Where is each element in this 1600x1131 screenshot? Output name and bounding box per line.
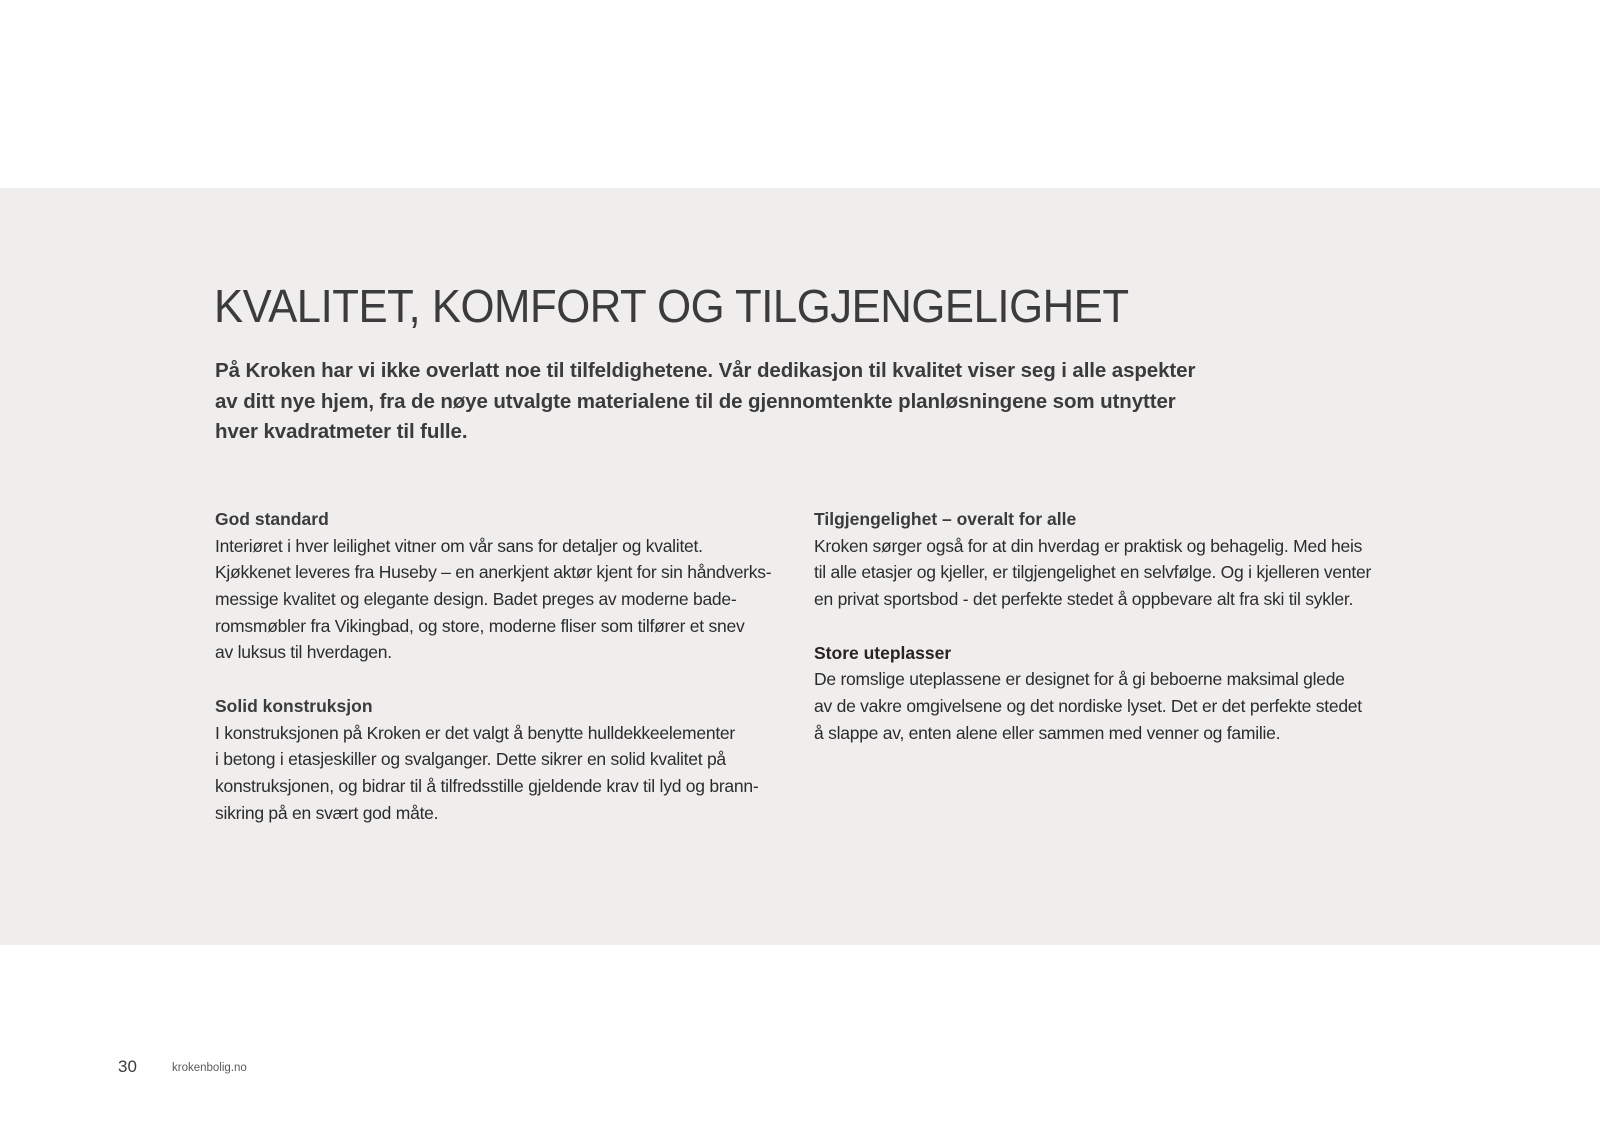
- body-line: Kjøkkenet leveres fra Huseby – en anerkjent aktør kjent for sin håndverks-: [215, 562, 772, 583]
- section-solid-konstruksjon: [215, 693, 795, 826]
- section-heading: Store uteplasser: [814, 642, 952, 663]
- body-line: messige kvalitet og elegante design. Badet preges av moderne bade-: [215, 588, 737, 609]
- section-body: [215, 720, 795, 827]
- body-line: sikring på en svært god måte.: [215, 802, 439, 823]
- section-body: [215, 533, 795, 667]
- body-line: av de vakre omgivelsene og det nordiske lyset. Det er det perfekte stedet: [814, 695, 1362, 716]
- left-column: [215, 506, 795, 853]
- right-column: [814, 506, 1394, 773]
- page-number: 30: [118, 1057, 137, 1076]
- body-line: i betong i etasjeskiller og svalganger. Dette sikrer en solid kvalitet på: [215, 749, 726, 770]
- footer-url: krokenbolig.no: [172, 1062, 247, 1074]
- section-heading: Solid konstruksjon: [215, 696, 373, 717]
- body-line: Kroken sørger også for at din hverdag er praktisk og behagelig. Med heis: [814, 535, 1363, 556]
- body-line: I konstruksjonen på Kroken er det valgt å benytte hulldekkeelementer: [215, 722, 735, 743]
- section-body: [814, 533, 1394, 613]
- section-store-uteplasser: [814, 640, 1394, 747]
- lead-paragraph: På Kroken har vi ikke overlatt noe til tilfeldighetene. Vår dedikasjon til kvalitet viser seg i alle aspekter av ditt nye hjem, fra de nøye utvalgte materialene til de gjennomtenkte planløsningene som utnytter hver kvadratmeter til fulle.: [215, 359, 1196, 443]
- section-god-standard: [215, 506, 795, 666]
- body-line: Interiøret i hver leilighet vitner om vår sans for detaljer og kvalitet.: [215, 535, 703, 556]
- section-heading: Tilgjengelighet – overalt for alle: [814, 509, 1077, 529]
- body-line: til alle etasjer og kjeller, er tilgjengelighet en selvfølge. Og i kjelleren venter: [814, 562, 1372, 583]
- body-line: en privat sportsbod - det perfekte stedet å oppbevare alt fra ski til sykler.: [814, 588, 1354, 609]
- section-heading: God standard: [215, 509, 329, 529]
- body-line: av luksus til hverdagen.: [215, 642, 392, 663]
- section-body: [814, 666, 1394, 746]
- body-line: konstruksjonen, og bidrar til å tilfredsstille gjeldende krav til lyd og brann-: [215, 775, 759, 796]
- body-line: romsmøbler fra Vikingbad, og store, moderne fliser som tilfører et snev: [215, 615, 745, 636]
- body-line: å slappe av, enten alene eller sammen med venner og familie.: [814, 722, 1281, 743]
- body-line: De romslige uteplassene er designet for å gi beboerne maksimal glede: [814, 669, 1345, 690]
- page-title: KVALITET, KOMFORT OG TILGJENGELIGHET: [214, 280, 1129, 332]
- section-tilgjengelighet: [814, 506, 1394, 613]
